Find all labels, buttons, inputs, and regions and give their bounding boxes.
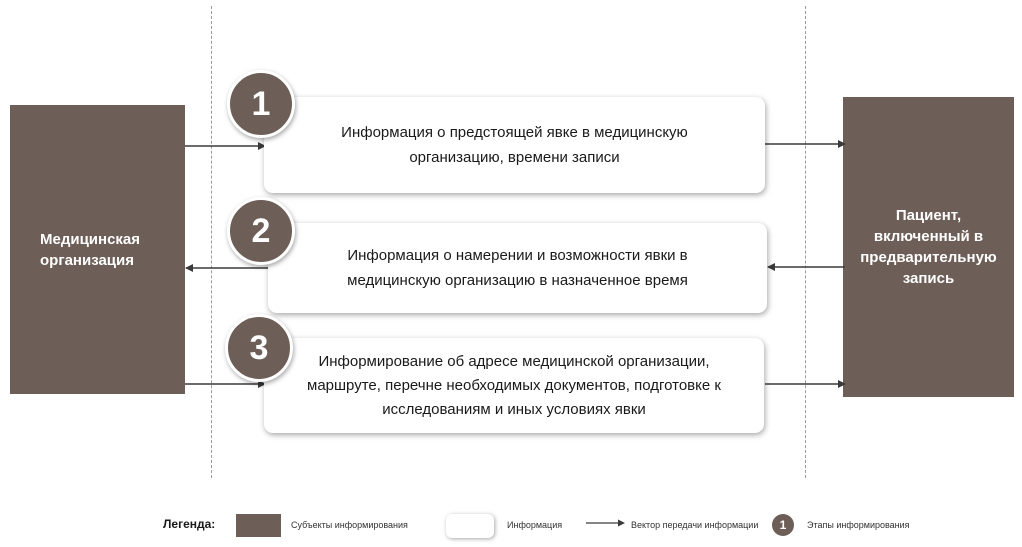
stage-badge-2: 2 (227, 197, 295, 265)
legend-info-swatch (446, 514, 494, 538)
info-box-stage-2 (268, 223, 767, 313)
info-box-stage-1 (264, 97, 765, 193)
legend-title: Легенда: (163, 517, 216, 531)
info-text-stage-2: Информация о намерении и возможности явки в медицинскую организацию в назначенное время (347, 247, 688, 289)
subject-medical-organization-label: Медицинская организация (40, 230, 141, 269)
legend-arrow-icon (586, 518, 626, 528)
legend-vector-label: Вектор передачи информации (631, 520, 759, 530)
info-text-stage-3: Информирование об адресе медицинской организации, маршруте, перечне необходимых документов, подготовке к исследованиям и иных условиях явки (307, 352, 721, 418)
legend-subject-swatch (236, 514, 281, 537)
stage-badge-1: 1 (227, 70, 295, 138)
legend-stages-label: Этапы информирования (807, 520, 910, 530)
info-text-stage-1: Информация о предстоящей явке в медицинскую организацию, времени записи (341, 124, 688, 166)
stage-badge-3: 3 (225, 314, 293, 382)
legend-info-label: Информация (507, 520, 563, 530)
legend-subjects-label: Субъекты информирования (291, 520, 408, 530)
legend-stage-badge: 1 (772, 514, 794, 536)
subject-patient-label: Пациент, включенный в предварительную запись (860, 207, 997, 287)
info-box-stage-3 (264, 338, 764, 433)
